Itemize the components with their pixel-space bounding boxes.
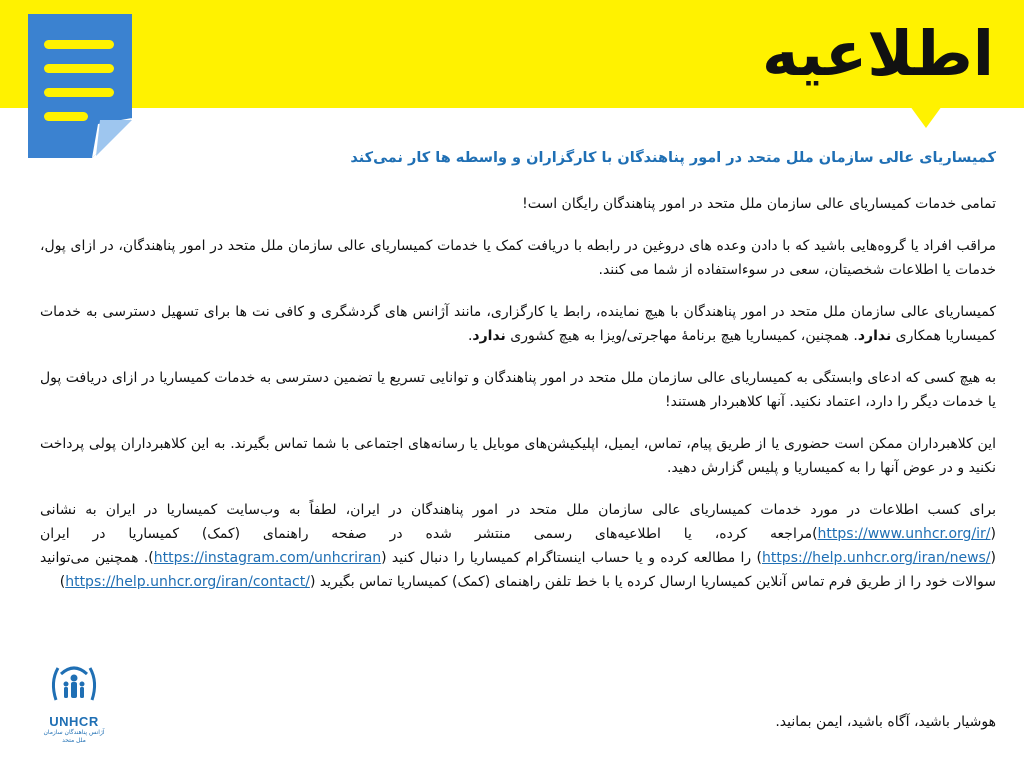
- text-segment: .: [467, 328, 473, 344]
- logo-subtitle: آژانس پناهندگان سازمان ملل متحد: [43, 729, 105, 744]
- document-icon: [28, 14, 132, 158]
- text-segment: ) را مطالعه کرده و یا حساب اینستاگرام کمیساریا را دنبال کنید (: [381, 550, 762, 566]
- unhcr-logo: [40, 660, 108, 746]
- help-news-link[interactable]: https://help.unhcr.org/iran/news/: [761, 550, 991, 566]
- closing-slogan: هوشیار باشید، آگاه باشید، ایمن بمانید.: [775, 714, 996, 730]
- text-segment: ): [59, 574, 66, 590]
- paragraph-no-agents: [40, 300, 996, 348]
- text-segment: . همچنین، کمیساریا هیچ برنامهٔ مهاجرتی/ویزا به هیچ کشوری: [505, 328, 858, 344]
- notice-body: [40, 146, 996, 612]
- page-title: اطلاعیه: [762, 17, 994, 90]
- text-segment: برای کسب اطلاعات در مورد خدمات کمیساریای عالی سازمان ملل متحد در امور پناهندگان در ایران، لطفاً به وب‌سایت کمیساریا در ایران به نشانی (: [40, 502, 996, 542]
- text-segment: کمیساریای عالی سازمان ملل متحد در امور پناهندگان با هیچ نماینده، رابط یا کارگزاری، مانند آژانس های گردشگری و کافی نت ها برای تسهیل دسترسی به خدمات کمیساریا همکاری: [40, 304, 996, 344]
- paragraph-free-services: تمامی خدمات کمیساریای عالی سازمان ملل متحد در امور پناهندگان رایگان است!: [522, 196, 996, 212]
- text-segment: )مراجعه کرده، یا اطلاعیه‌های رسمی منتشر شده در صفحه راهنمای (کمک) کمیساریا در ایران (: [40, 526, 996, 566]
- text-segment: ). همچنین می‌توانید سوالات خود را از طریق فرم تماس آنلاین کمیساریا ارسال کرده یا با خط تلفن راهنمای (کمک) کمیساریا تماس بگیرید (: [40, 550, 996, 590]
- paragraph-do-not-trust: به هیچ کسی که ادعای وابستگی به کمیساریای عالی سازمان ملل متحد در امور پناهندگان و توانایی تسریع یا تضمین دسترسی به خدمات کمیساریا در ازای دریافت پول یا خدمات دیگر را دارد، اعتماد نکنید. آنها کلاهبردار هستند!: [40, 370, 996, 410]
- unhcr-emblem-icon: [44, 660, 104, 708]
- emphasis-does-not: ندارد: [857, 328, 892, 344]
- banner-notch: [910, 106, 942, 128]
- contact-link[interactable]: https://help.unhcr.org/iran/contact/: [65, 574, 310, 590]
- website-link[interactable]: https://www.unhcr.org/ir/: [817, 526, 991, 542]
- paragraph-contact-info: [40, 498, 996, 594]
- emphasis-does-not: ندارد: [472, 328, 506, 344]
- paragraph-scammers: این کلاهبرداران ممکن است حضوری یا از طریق پیام، تماس، ایمیل، اپلیکیشن‌های موبایل یا رسانه‌های اجتماعی با شما تماس بگیرند. به این کلاهبرداران پولی پرداخت نکنید و در عوض آنها را به کمیساریا و پلیس گزارش دهید.: [40, 436, 996, 476]
- instagram-link[interactable]: https://instagram.com/unhcriran: [153, 550, 382, 566]
- paragraph-beware: مراقب افراد یا گروه‌هایی باشید که با دادن وعده های دروغین در رابطه با دریافت کمک یا خدمات کمیساریای عالی سازمان ملل متحد در امور پناهندگان، در ازای پول، خدمات یا اطلاعات شخصیتان، سعی در سوءاستفاده از شما می کنند.: [40, 238, 996, 278]
- headline: کمیساریای عالی سازمان ملل متحد در امور پناهندگان با کارگزاران و واسطه ها کار نمی‌کند: [350, 150, 996, 166]
- logo-name: UNHCR: [49, 714, 99, 729]
